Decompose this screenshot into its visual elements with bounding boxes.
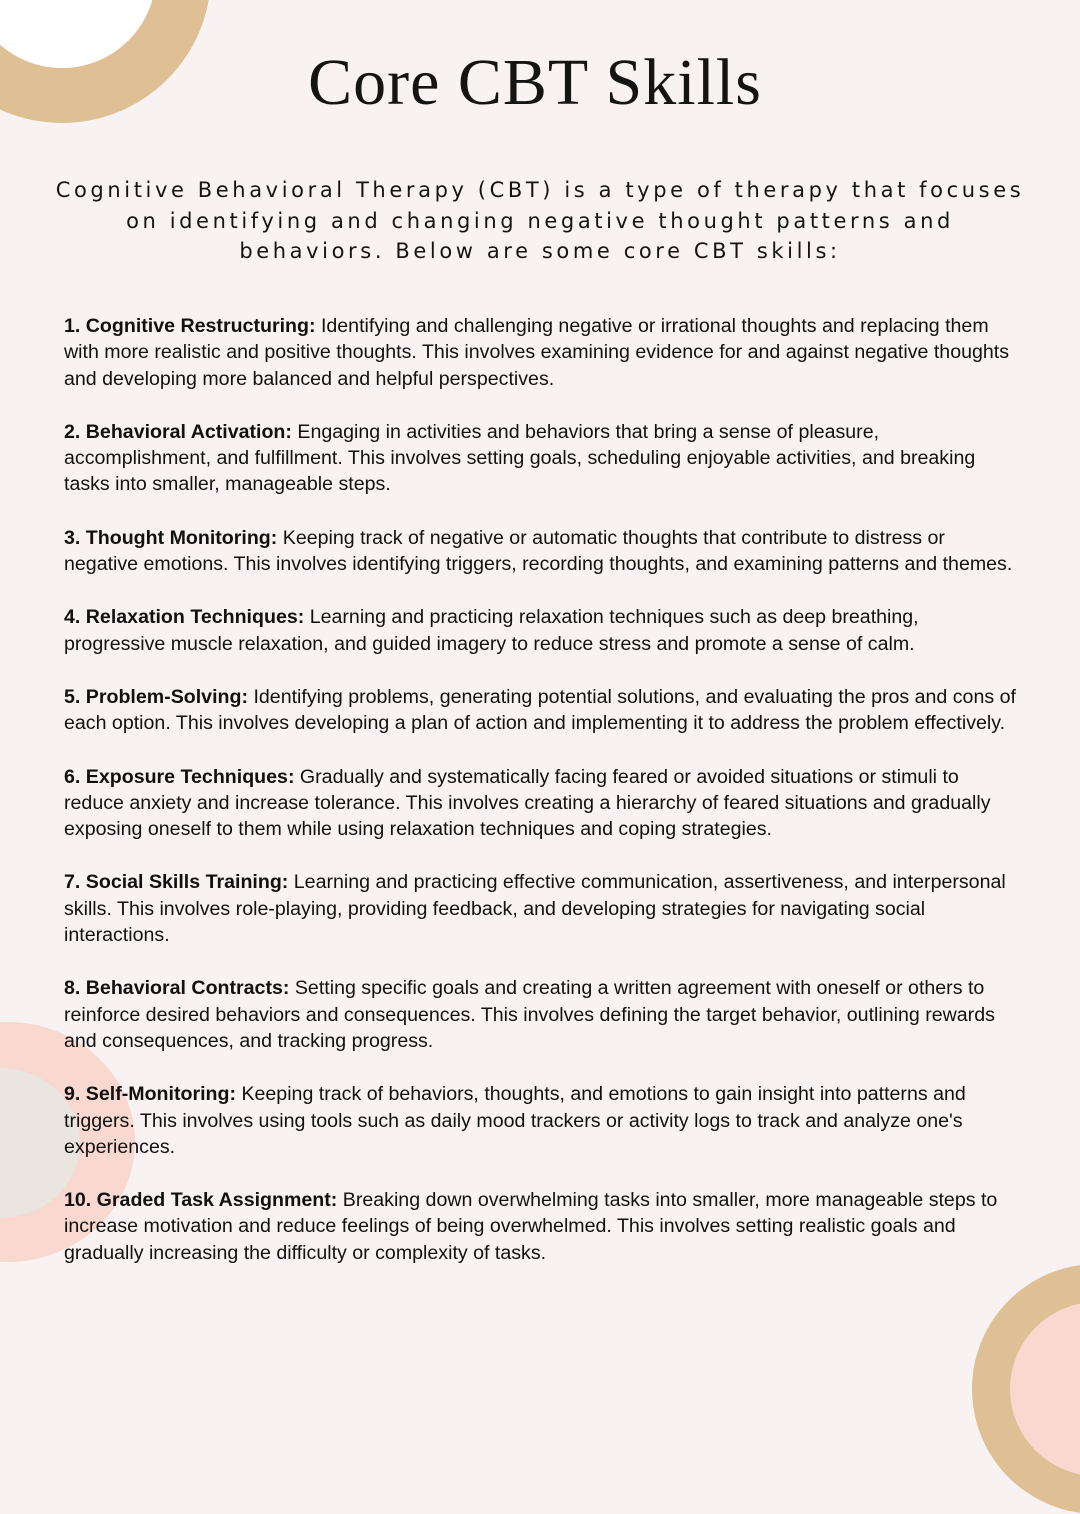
skill-description: Engaging in activities and behaviors that bring a sense of pleasure, accomplishment, and fulfillment. This involves setting goals, scheduling enjoyable activities, and breaking tasks into smaller, manageable steps. <box>64 420 976 496</box>
skill-description: Identifying and challenging negative or irrational thoughts and replacing them with more realistic and positive thoughts. This involves examining evidence for and against negative thoughts and developing more balanced and helpful perspectives. <box>64 315 1010 390</box>
skill-heading: 6. Exposure Techniques: <box>64 765 295 788</box>
skill-item <box>64 764 1024 843</box>
skill-description: Identifying problems, generating potential solutions, and evaluating the pros and cons of each option. This involves developing a plan of action and implementing it to address the problem effectively. <box>64 685 1016 735</box>
skill-heading: 8. Behavioral Contracts: <box>64 977 290 1000</box>
intro-paragraph: Cognitive Behavioral Therapy (CBT) is a type of therapy that focuses on identifying and changing negative thought patterns and behaviors. Below are some core CBT skills: <box>55 178 1025 263</box>
page-title: Core CBT Skills <box>308 46 762 119</box>
skill-description: Learning and practicing effective communication, assertiveness, and interpersonal skills. This involves role-playing, providing feedback, and developing strategies for navigating social interactions. <box>64 871 1006 947</box>
skill-description: Setting specific goals and creating a written agreement with oneself or others to reinforce desired behaviors and consequences. This involves defining the target behavior, outlining rewards and consequences, and tracking progress. <box>64 977 995 1052</box>
skill-item <box>64 975 1024 1054</box>
skill-heading: 9. Self-Monitoring: <box>64 1083 236 1106</box>
skill-heading: 7. Social Skills Training: <box>64 871 289 894</box>
skill-description: Learning and practicing relaxation techniques such as deep breathing, progressive muscle relaxation, and guided imagery to reduce stress and promote a sense of calm. <box>64 606 919 655</box>
skill-heading: 1. Cognitive Restructuring: <box>64 315 316 337</box>
skill-item <box>64 1081 1024 1160</box>
skill-item <box>64 525 1024 578</box>
skill-description: Breaking down overwhelming tasks into smaller, more manageable steps to increase motivation and reduce feelings of being overwhelmed. This involves setting realistic goals and gradually increasing the difficulty or complexity of tasks. <box>64 1189 998 1264</box>
skill-description: Keeping track of behaviors, thoughts, and emotions to gain insight into patterns and triggers. This involves using tools such as daily mood trackers or activity logs to track and analyze one's experiences. <box>64 1083 966 1158</box>
skill-item <box>64 419 1024 498</box>
skill-heading: 4. Relaxation Techniques: <box>64 606 305 629</box>
skill-heading: 3. Thought Monitoring: <box>64 526 278 549</box>
skill-item <box>64 604 1024 657</box>
skill-item <box>64 1187 1024 1266</box>
skill-item <box>64 684 1024 737</box>
skill-heading: 2. Behavioral Activation: <box>64 420 292 443</box>
skill-item <box>64 313 1024 392</box>
skill-item <box>64 869 1024 948</box>
skill-heading: 5. Problem-Solving: <box>64 685 248 708</box>
skill-heading: 10. Graded Task Assignment: <box>64 1189 338 1212</box>
skills-list <box>64 313 1024 1293</box>
skill-description: Gradually and systematically facing feared or avoided situations or stimuli to reduce anxiety and increase tolerance. This involves creating a hierarchy of feared situations and gradually exposing oneself to them while using relaxation techniques and coping strategies. <box>64 765 991 841</box>
skill-description: Keeping track of negative or automatic thoughts that contribute to distress or negative emotions. This involves identifying triggers, recording thoughts, and examining patterns and themes. <box>64 526 1013 576</box>
